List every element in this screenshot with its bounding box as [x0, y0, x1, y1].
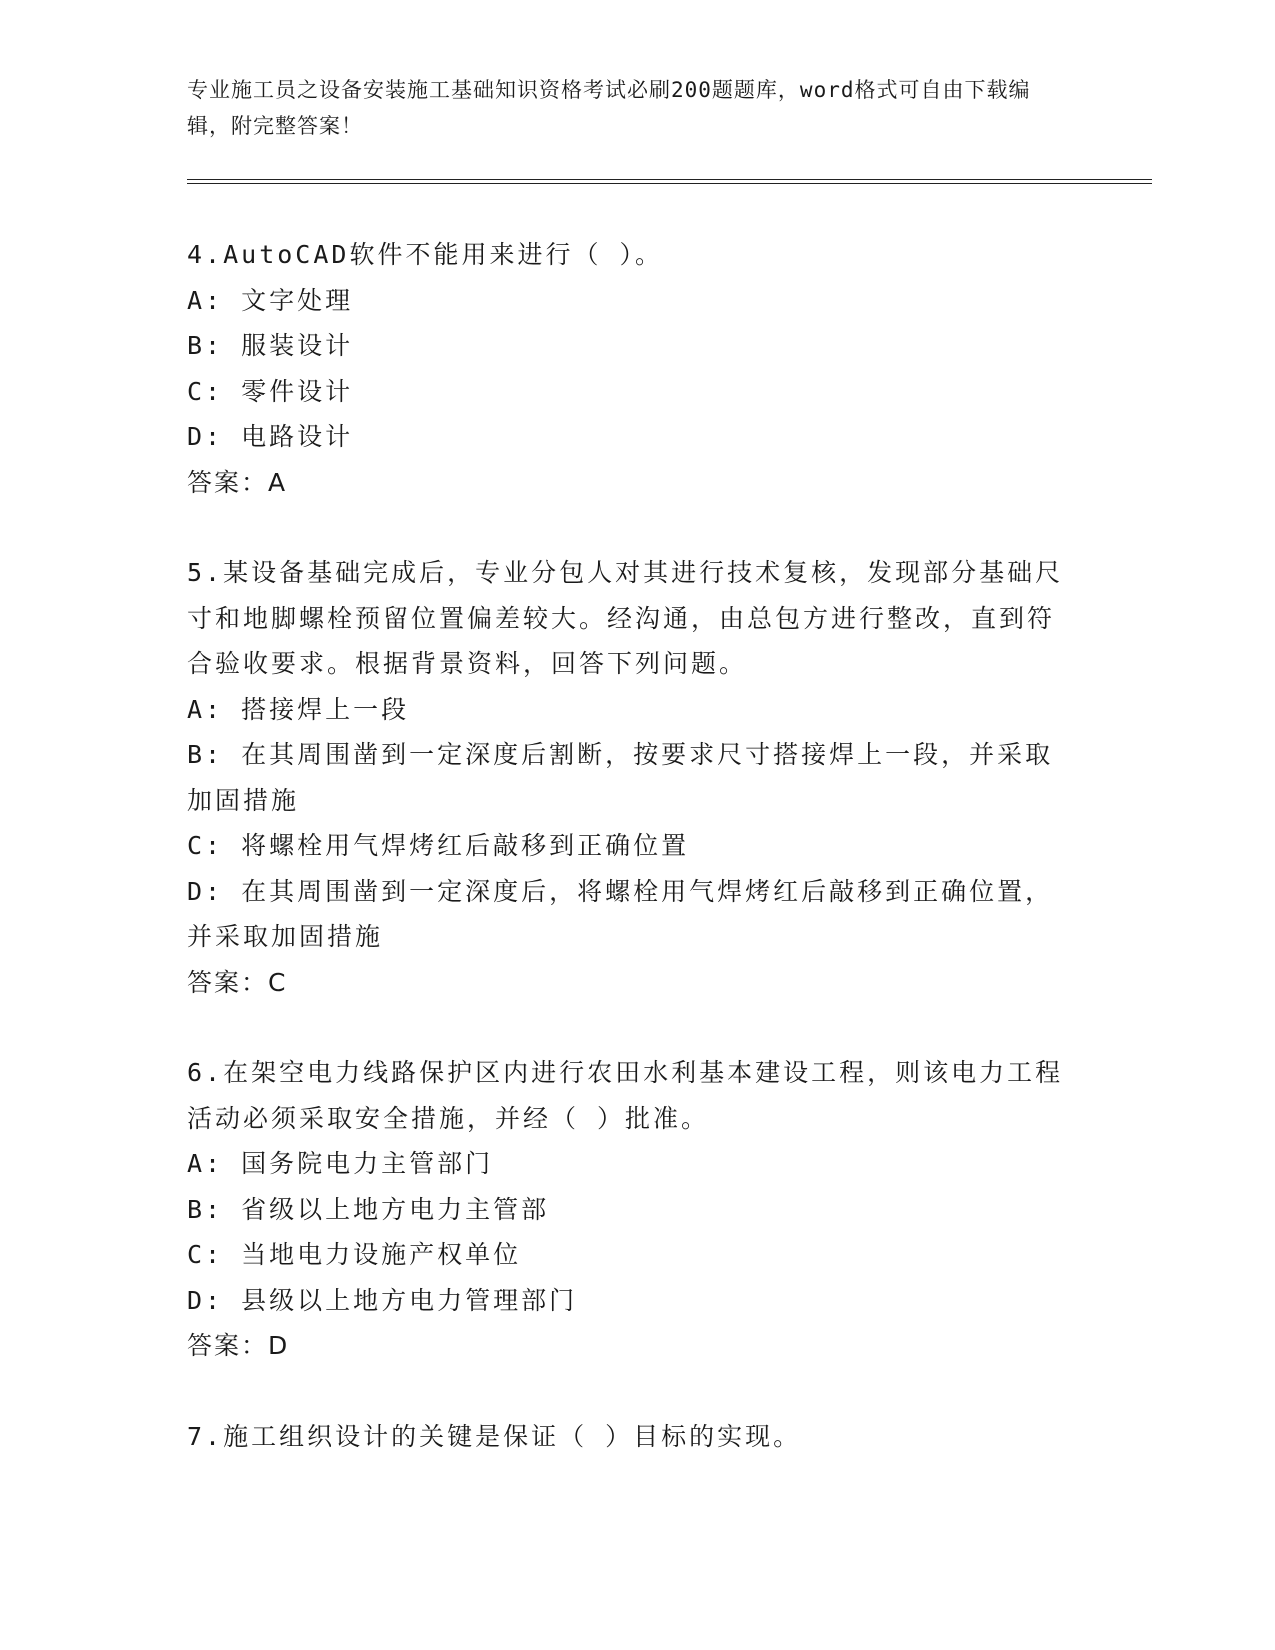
- option-c: C: 零件设计: [187, 376, 354, 406]
- header-divider-bottom: [187, 183, 1152, 184]
- option-c: C: 将螺栓用气焊烤红后敲移到正确位置: [187, 831, 690, 860]
- option-b: B: 省级以上地方电力主管部: [187, 1194, 550, 1224]
- option-d: D: 在其周围凿到一定深度后，将螺栓用气焊烤红后敲移到正确位置，并采取加固措施: [187, 876, 1054, 951]
- header-divider-top: [187, 179, 1152, 180]
- question-stem: 7.施工组织设计的关键是保证（ ）目标的实现。: [187, 1421, 802, 1451]
- document-header: 专业施工员之设备安装施工基础知识资格考试必刷200题题库，word格式可自由下载编辑，附完整答案！: [187, 78, 1031, 138]
- answer-line: 答案：A: [187, 467, 288, 497]
- option-a: A: 搭接焊上一段: [187, 694, 410, 724]
- answer-line: 答案：D: [187, 1331, 290, 1360]
- question-5: [187, 550, 1067, 1005]
- option-a: A: 国务院电力主管部门: [187, 1149, 494, 1178]
- option-d: D: 县级以上地方电力管理部门: [187, 1285, 578, 1315]
- question-4: [187, 232, 1067, 505]
- question-7: [187, 1414, 1067, 1460]
- question-list: [187, 232, 1067, 1504]
- option-d: D: 电路设计: [187, 422, 354, 451]
- option-a: A: 文字处理: [187, 285, 354, 315]
- option-c: C: 当地电力设施产权单位: [187, 1240, 522, 1269]
- option-b: B: 服装设计: [187, 331, 354, 360]
- question-6: [187, 1050, 1067, 1369]
- option-b: B: 在其周围凿到一定深度后割断，按要求尺寸搭接焊上一段，并采取加固措施: [187, 740, 1054, 815]
- answer-line: 答案：C: [187, 967, 288, 997]
- question-stem: 6.在架空电力线路保护区内进行农田水利基本建设工程，则该电力工程活动必须采取安全措施，并经（ ）批准。: [187, 1058, 1064, 1133]
- question-stem: 5.某设备基础完成后，专业分包人对其进行技术复核，发现部分基础尺寸和地脚螺栓预留位置偏差较大。经沟通，由总包方进行整改，直到符合验收要求。根据背景资料，回答下列问题。: [187, 558, 1064, 678]
- question-stem: 4.AutoCAD软件不能用来进行（ ）。: [187, 240, 664, 269]
